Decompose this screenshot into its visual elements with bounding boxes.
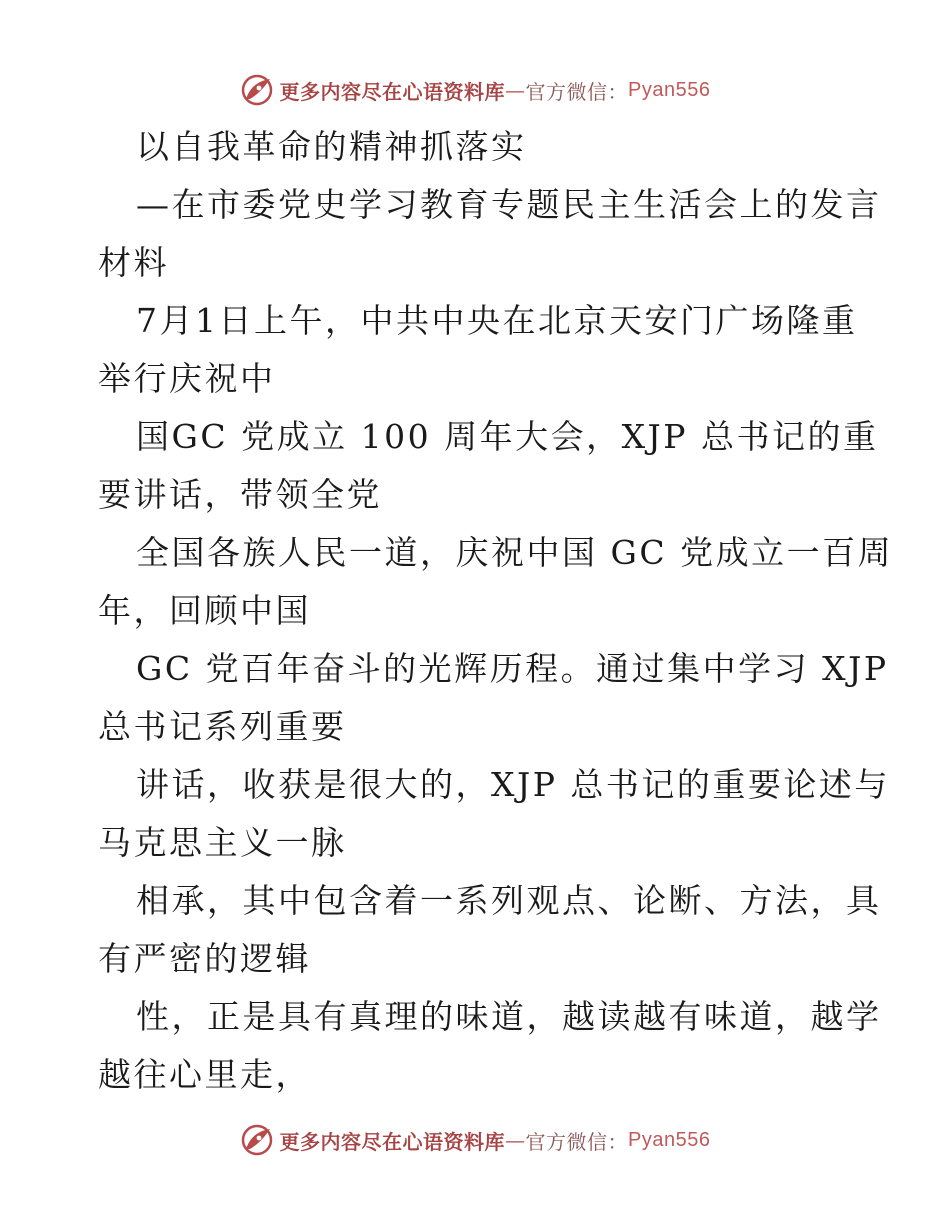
- paragraph-line: 举行庆祝中: [98, 359, 276, 398]
- banner-brand-text: 更多内容尽在心语资料库: [279, 1129, 506, 1154]
- paragraph-line: 年，回顾中国: [98, 591, 311, 630]
- paragraph-line: 7月1日上午，中共中央在北京天安门广场隆重: [136, 301, 858, 340]
- banner-wechat-id: Pyan556: [628, 78, 711, 101]
- paragraph-line: 要讲话，带领全党: [98, 475, 382, 514]
- pen-nib-logo-icon: [240, 1123, 274, 1157]
- paragraph-line: 全国各族人民一道，庆祝中国 GC 党成立一百周: [136, 533, 894, 572]
- banner-wechat-label: 官方微信：: [525, 79, 629, 104]
- paragraph-line: 马克思主义一脉: [98, 823, 347, 862]
- banner-wechat-id: Pyan556: [628, 1128, 711, 1151]
- banner-brand-text: 更多内容尽在心语资料库: [279, 79, 506, 104]
- pen-nib-logo-icon: [240, 73, 274, 107]
- banner-separator: —: [505, 1128, 526, 1152]
- document-subtitle: —在市委党史学习教育专题民主生活会上的发言: [136, 185, 882, 224]
- paragraph-line: 越往心里走，: [98, 1055, 311, 1094]
- document-title: 以自我革命的精神抓落实: [136, 127, 527, 166]
- banner-separator: —: [505, 78, 526, 102]
- header-banner: [0, 70, 950, 110]
- footer-banner: [0, 1120, 950, 1160]
- paragraph-line: 性，正是具有真理的味道，越读越有味道，越学: [136, 997, 882, 1036]
- paragraph-line: 国GC 党成立 100 周年大会，XJP 总书记的重: [136, 417, 879, 456]
- document-body: [98, 118, 894, 1104]
- document-subtitle-continued: 材料: [98, 243, 169, 282]
- paragraph-line: 相承，其中包含着一系列观点、论断、方法，具: [136, 881, 882, 920]
- paragraph-line: 总书记系列重要: [98, 707, 347, 746]
- paragraph-line: GC 党百年奋斗的光辉历程。通过集中学习 XJP: [136, 649, 889, 688]
- paragraph-line: 讲话，收获是很大的，XJP 总书记的重要论述与: [136, 765, 890, 804]
- paragraph-line: 有严密的逻辑: [98, 939, 311, 978]
- banner-wechat-label: 官方微信：: [525, 1129, 629, 1154]
